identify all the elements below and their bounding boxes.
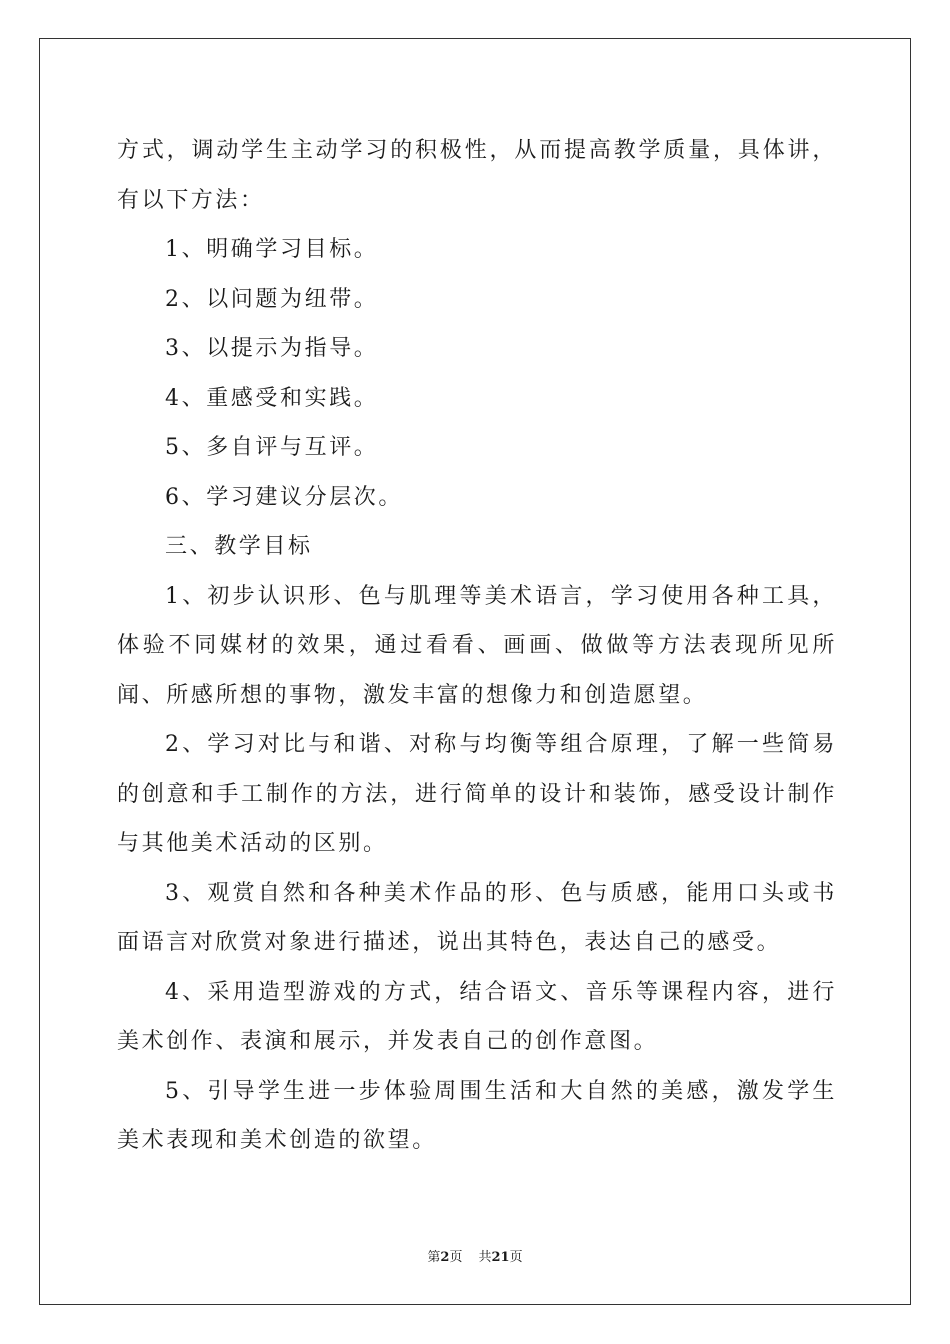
total-suffix: 页	[509, 1250, 523, 1265]
page-footer	[0, 1246, 950, 1265]
goal-paragraph-4: 4、采用造型游戏的方式，结合语文、音乐等课程内容，进行美术创作、表演和展示，并发表自己的创作意图。	[117, 979, 837, 1054]
total-prefix: 共	[478, 1250, 492, 1265]
document-body	[117, 126, 837, 1166]
goal-paragraph-3: 3、观赏自然和各种美术作品的形、色与质感，能用口头或书面语言对欣赏对象进行描述，说出其特色，表达自己的感受。	[117, 880, 837, 955]
section-heading-teaching-goals: 三、教学目标	[165, 534, 313, 559]
goal-paragraph-5: 5、引导学生进一步体验周围生活和大自然的美感，激发学生美术表现和美术创造的欲望。	[117, 1078, 837, 1153]
page-suffix: 页	[449, 1250, 463, 1265]
list-item-method-5: 5、多自评与互评。	[165, 435, 379, 460]
paragraph-intro-continuation: 方式，调动学生主动学习的积极性，从而提高教学质量，具体讲，有以下方法：	[117, 138, 837, 213]
goal-paragraph-1: 1、初步认识形、色与肌理等美术语言，学习使用各种工具，体验不同媒材的效果，通过看看、画画、做做等方法表现所见所闻、所感所想的事物，激发丰富的想像力和创造愿望。	[117, 583, 837, 708]
list-item-method-2: 2、以问题为纽带。	[165, 286, 379, 312]
list-item-method-4: 4、重感受和实践。	[165, 385, 379, 411]
list-item-method-3: 3、以提示为指导。	[165, 336, 379, 361]
list-item-method-6: 6、学习建议分层次。	[165, 484, 403, 510]
page-prefix: 第	[427, 1250, 441, 1265]
goal-paragraph-2: 2、学习对比与和谐、对称与均衡等组合原理，了解一些简易的创意和手工制作的方法，进行简单的设计和装饰，感受设计制作与其他美术活动的区别。	[117, 732, 837, 856]
total-page-count: 21	[491, 1250, 510, 1265]
current-page-number: 2	[440, 1250, 450, 1265]
list-item-method-1: 1、明确学习目标。	[165, 237, 379, 262]
